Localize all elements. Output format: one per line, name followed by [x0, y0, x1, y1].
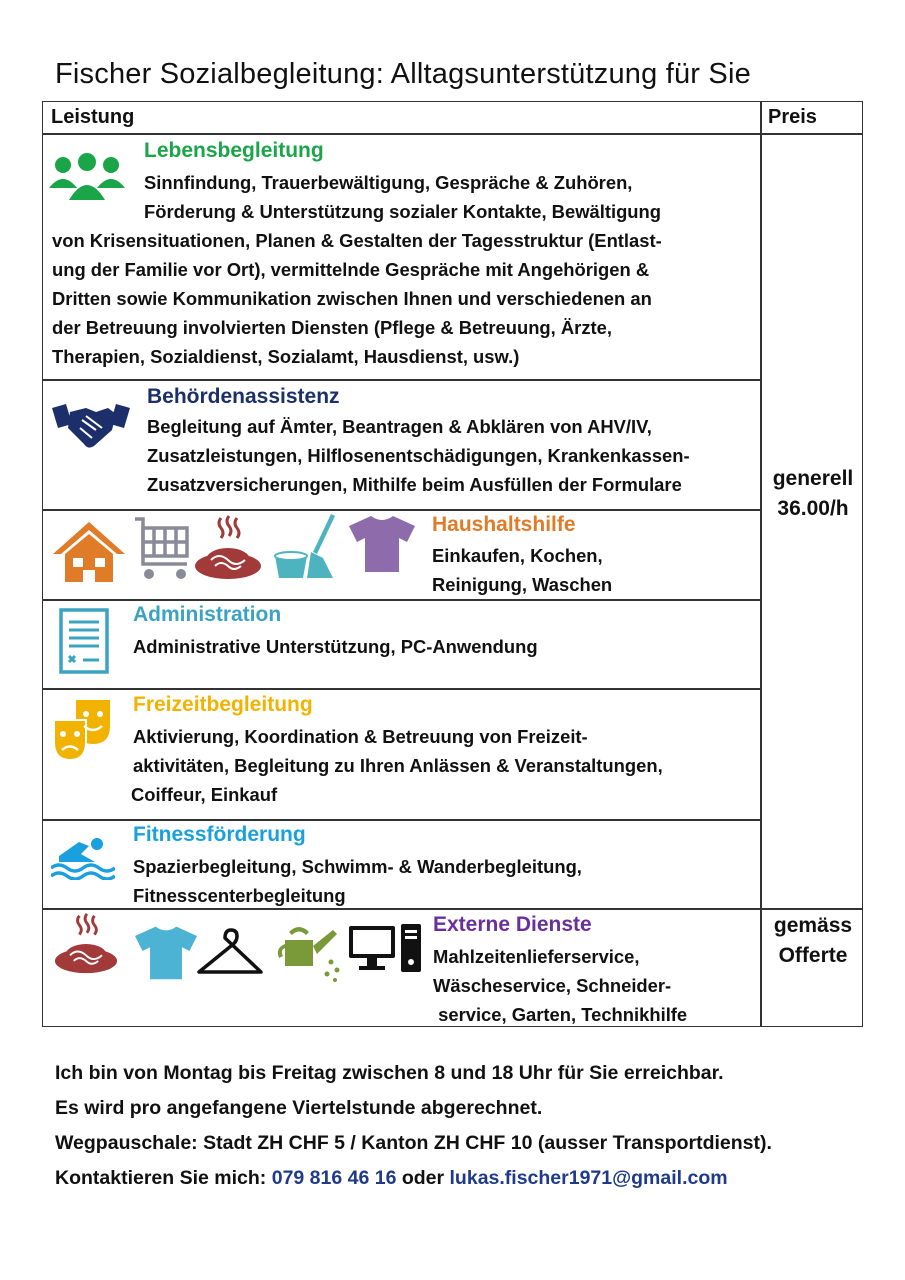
tshirt-icon — [135, 924, 197, 980]
section-text: Reinigung, Waschen — [432, 574, 613, 595]
availability-text: Ich bin von Montag bis Freitag zwischen 8 und 18 Uhr für Sie erreichbar. — [55, 1062, 724, 1084]
section-text: Sinnfindung, Trauerbewältigung, Gespräche & Zuhören, — [144, 172, 633, 193]
section-text: aktivitäten, Begleitung zu Ihren Anlässen & Veranstaltungen, — [133, 755, 663, 776]
section-text: von Krisensituationen, Planen & Gestalten der Tagesstruktur (Entlast- — [52, 230, 662, 251]
section-text: Mahlzeitenlieferservice, — [433, 946, 640, 967]
section-title: Haushaltshilfe — [432, 513, 576, 536]
email-link[interactable]: lukas.fischer1971@gmail.com — [449, 1167, 728, 1189]
section-text: Zusatzversicherungen, Mithilfe beim Ausfüllen der Formulare — [147, 474, 682, 495]
section-title: Behördenassistenz — [147, 385, 340, 408]
section-text: Dritten sowie Kommunikation zwischen Ihnen und verschiedenen an — [52, 288, 652, 309]
services-table — [42, 101, 863, 1027]
row-divider — [43, 819, 760, 821]
section-text: Begleitung auf Ämter, Beantragen & Abklären von AHV/IV, — [147, 416, 652, 437]
price-offer: gemäss Offerte — [773, 914, 853, 967]
section-text: Coiffeur, Einkauf — [131, 784, 278, 805]
section-text: Aktivierung, Koordination & Betreuung von Freizeit- — [133, 726, 588, 747]
price-general: generell 36.00/h — [772, 467, 854, 520]
theater-masks-icon — [52, 696, 114, 762]
section-title: Externe Dienste — [433, 913, 592, 936]
row-divider — [43, 688, 760, 690]
section-text: Fitnesscenterbegleitung — [133, 885, 346, 906]
people-group-icon — [49, 152, 125, 204]
header-divider — [43, 133, 862, 135]
document-icon — [59, 608, 109, 674]
section-text: Einkaufen, Kochen, — [432, 545, 603, 566]
column-header-price: Preis — [768, 106, 817, 128]
section-title: Lebensbegleitung — [144, 139, 324, 162]
section-title: Administration — [133, 603, 282, 626]
travel-fee-text: Wegpauschale: Stadt ZH CHF 5 / Kanton ZH CHF 10 (ausser Transportdienst). — [55, 1132, 772, 1154]
section-text: ung der Familie vor Ort), vermittelnde Gespräche mit Angehörigen & — [52, 259, 650, 280]
contact-line: Kontaktieren Sie mich: 079 816 46 16 oder lukas.fischer1971@gmail.com — [55, 1167, 728, 1189]
section-text: der Betreuung involvierten Diensten (Pflege & Betreuung, Ärzte, — [52, 317, 612, 338]
house-icon — [53, 520, 125, 582]
shopping-cart-icon — [133, 516, 191, 582]
row-divider — [43, 379, 760, 381]
meal-icon — [53, 912, 119, 976]
section-title: Fitnessförderung — [133, 823, 306, 846]
swimmer-icon — [51, 834, 115, 880]
section-text: Förderung & Unterstützung sozialer Kontakte, Bewältigung — [144, 201, 662, 222]
billing-text: Es wird pro angefangene Viertelstunde abgerechnet. — [55, 1097, 543, 1119]
watering-can-icon — [275, 920, 343, 982]
section-title: Freizeitbegleitung — [133, 693, 313, 716]
section-text: Zusatzleistungen, Hilflosenentschädigungen, Krankenkassen- — [147, 445, 690, 466]
tshirt-icon — [349, 514, 415, 572]
handshake-icon — [52, 402, 130, 450]
phone-number[interactable]: 079 816 46 16 — [271, 1167, 397, 1189]
page-title: Fischer Sozialbegleitung: Alltagsunterstützung für Sie — [55, 58, 751, 90]
column-divider — [760, 102, 762, 1026]
meal-icon — [193, 514, 263, 582]
section-text: Therapien, Sozialdienst, Sozialamt, Hausdienst, usw.) — [52, 346, 520, 367]
section-text: Wäscheservice, Schneider- — [433, 975, 672, 996]
section-text: Administrative Unterstützung, PC-Anwendung — [133, 636, 538, 657]
section-text: service, Garten, Technikhilfe — [433, 1004, 688, 1025]
bucket-broom-icon — [273, 512, 337, 580]
section-text: Spazierbegleitung, Schwimm- & Wanderbegleitung, — [133, 856, 582, 877]
computer-icon — [349, 924, 421, 976]
column-header-service: Leistung — [51, 106, 135, 128]
row-divider — [43, 599, 760, 601]
row-divider — [43, 509, 760, 511]
clothes-hanger-icon — [195, 928, 265, 978]
